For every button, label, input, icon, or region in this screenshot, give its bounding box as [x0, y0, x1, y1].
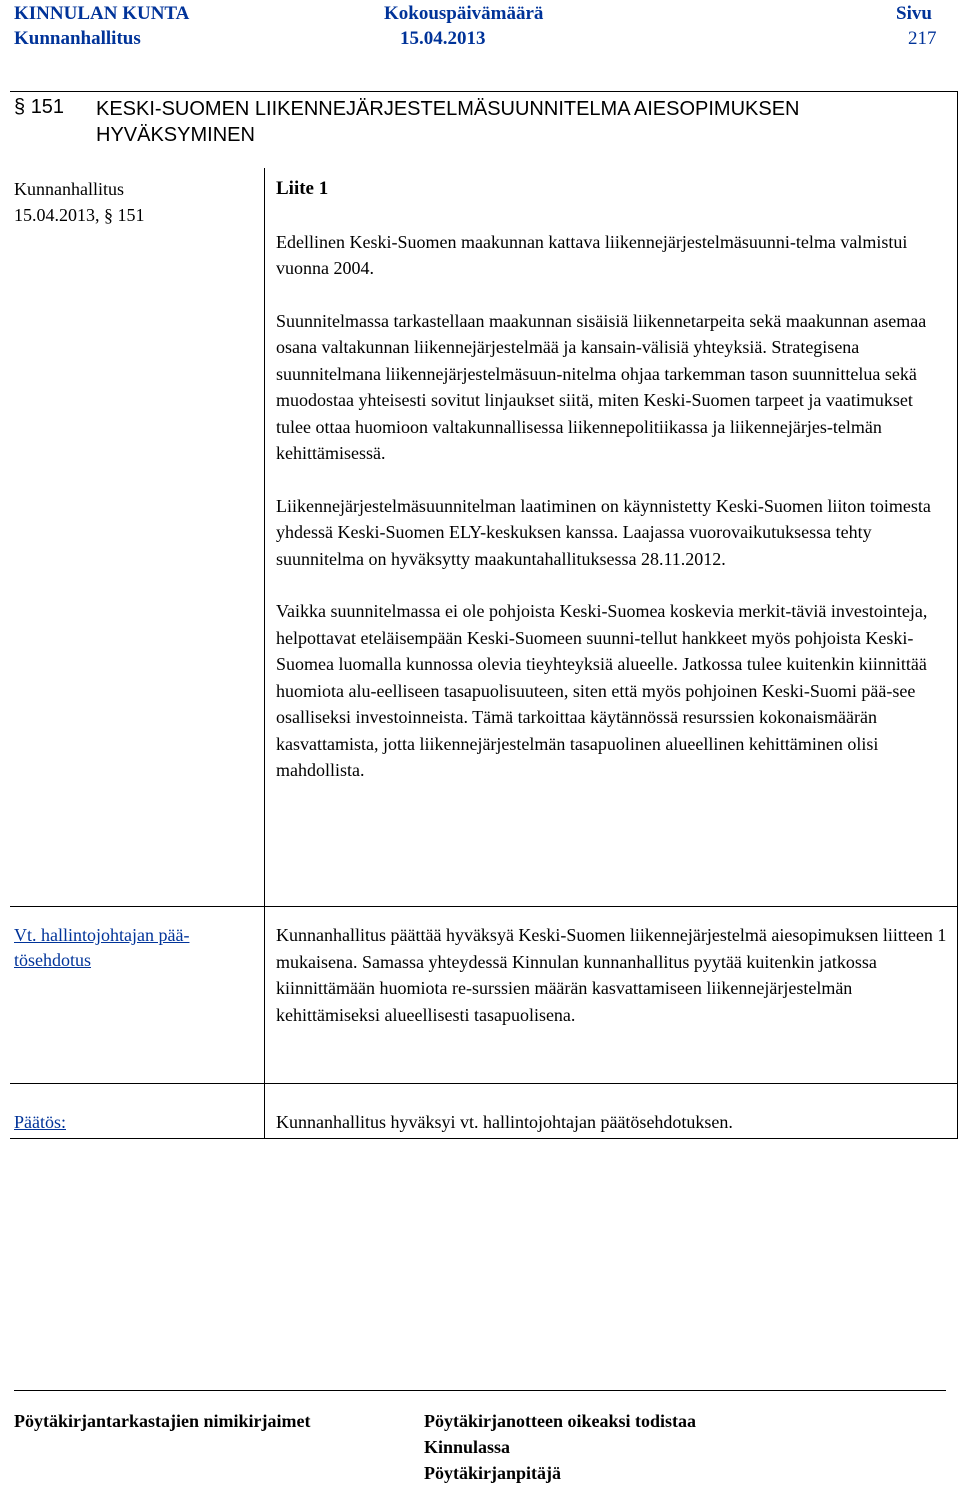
proposal-label: Vt. hallintojohtajan pää-tösehdotus — [14, 925, 190, 970]
section-title — [96, 96, 956, 148]
content-paragraph: Vaikka suunnitelmassa ei ole pohjoista Keski-Suomea koskevia merkit-täviä investointeja, helpottavat eteläisempään Keski-Suomeen suunni-tellut hankkeet myös pohjoista Keski-Suomea luomalla kunnossa olevia tieyhteyksiä alueelle. Jatkossa tulee kuitenkin kiinnittää huomiota alu-eelliseen tasapuolisuuteen, siten että myös pohjoinen Keski-Suomi pää-see osalliseksi investoinneista. Tämä tarkoittaa käytännössä resurssien kokonaismäärän kasvattamista, jotta liikennejärjestelmän tasapuolinen alueellinen kehittäminen olisi mahdollista. — [276, 601, 928, 780]
section-number — [14, 96, 64, 119]
proposal-text — [276, 922, 952, 1054]
decision-paragraph: Kunnanhallitus hyväksyi vt. hallintojohtajan päätösehdotuksen. — [276, 1112, 733, 1132]
content-paragraph: Edellinen Keski-Suomen maakunnan kattava liikennejärjestelmäsuunni-telma valmistui vuonna 2004. — [276, 231, 908, 278]
side-reference-number: 151 — [117, 205, 145, 225]
section-top-rule — [10, 91, 958, 92]
section-title-line2: HYVÄKSYMINEN — [96, 124, 255, 146]
header-date-label: Kokouspäivämäärä — [384, 3, 544, 24]
footer-signature-label: Pöytäkirjantarkastajien nimikirjaimet — [14, 1411, 311, 1431]
content-paragraph: Suunnitelmassa tarkastellaan maakunnan sisäisiä liikennetarpeita sekä maakunnan asemaa osana valtakunnan liikennejärjestelmää ja kansain-välisiä yhteyksiä. Strategisena suunnitelmana liikennejärjestelmäsuun-nitelma ohjaa tarkemman tason suunnittelua sekä muodostaa yhteisesti sovitut linjaukset siitä, miten Keski-Suomen tarpeet ja vaatimukset tulee ottaa huomioon valtakunnallisessa liikennepolitiikassa ja liikennejärjes-telmän kehittämisessä. — [276, 310, 927, 463]
side-reference-date-value: 15.04.2013, — [14, 205, 100, 225]
header-date: 15.04.2013 — [400, 28, 486, 49]
paragraph-symbol-icon: § — [14, 96, 26, 118]
side-reference-body: Kunnanhallitus — [14, 179, 124, 199]
footer-certification-line2: Kinnulassa — [424, 1437, 511, 1457]
footer-certification — [424, 1408, 696, 1486]
section-content — [276, 176, 952, 810]
decision-text — [276, 1109, 952, 1162]
side-reference-date — [14, 203, 145, 228]
header-org: KINNULAN KUNTA — [14, 3, 190, 24]
header-page-label: Sivu — [896, 3, 932, 24]
proposal-paragraph: Kunnanhallitus päättää hyväksyä Keski-Suomen liikennejärjestelmä aiesopimuksen liitteen 1 mukaisena. Samassa yhteydessä Kinnulan kunnanhallitus pyytää kuitenkin jatkossa kiinnittämään huomiota re-surssien määrän kasvattamiseen liikennejärjestelmän kehittämiseksi alueellisesti tasapuolisena. — [276, 925, 947, 1025]
attachment-label: Liite 1 — [276, 178, 329, 199]
header-body: Kunnanhallitus — [14, 28, 141, 49]
content-paragraph: Liikennejärjestelmäsuunnitelman laatiminen on käynnistetty Keski-Suomen liiton toimesta yhdessä Keski-Suomen ELY-keskuksen kanssa. Laajassa vuorovaikutuksessa tehty suunnitelma on hyväksytty maakuntahallituksessa 28.11.2012. — [276, 495, 931, 569]
header-page-number: 217 — [908, 28, 937, 49]
content-column-rule — [264, 168, 265, 1138]
section-title-line1: KESKI-SUOMEN LIIKENNEJÄRJESTELMÄSUUNNITELMA AIESOPIMUKSEN — [96, 98, 800, 120]
footer-certification-line1: Pöytäkirjanotteen oikeaksi todistaa — [424, 1411, 696, 1431]
paragraph-symbol-icon: § — [104, 205, 113, 225]
decision-label: Päätös: — [14, 1112, 66, 1132]
footer-certification-line3: Pöytäkirjanpitäjä — [424, 1463, 561, 1483]
section-middle-rule — [10, 906, 958, 907]
footer-rule — [14, 1390, 946, 1391]
section-right-rule — [957, 91, 958, 1138]
section-number-value: 151 — [30, 96, 65, 118]
section-lower-rule — [10, 1083, 958, 1084]
